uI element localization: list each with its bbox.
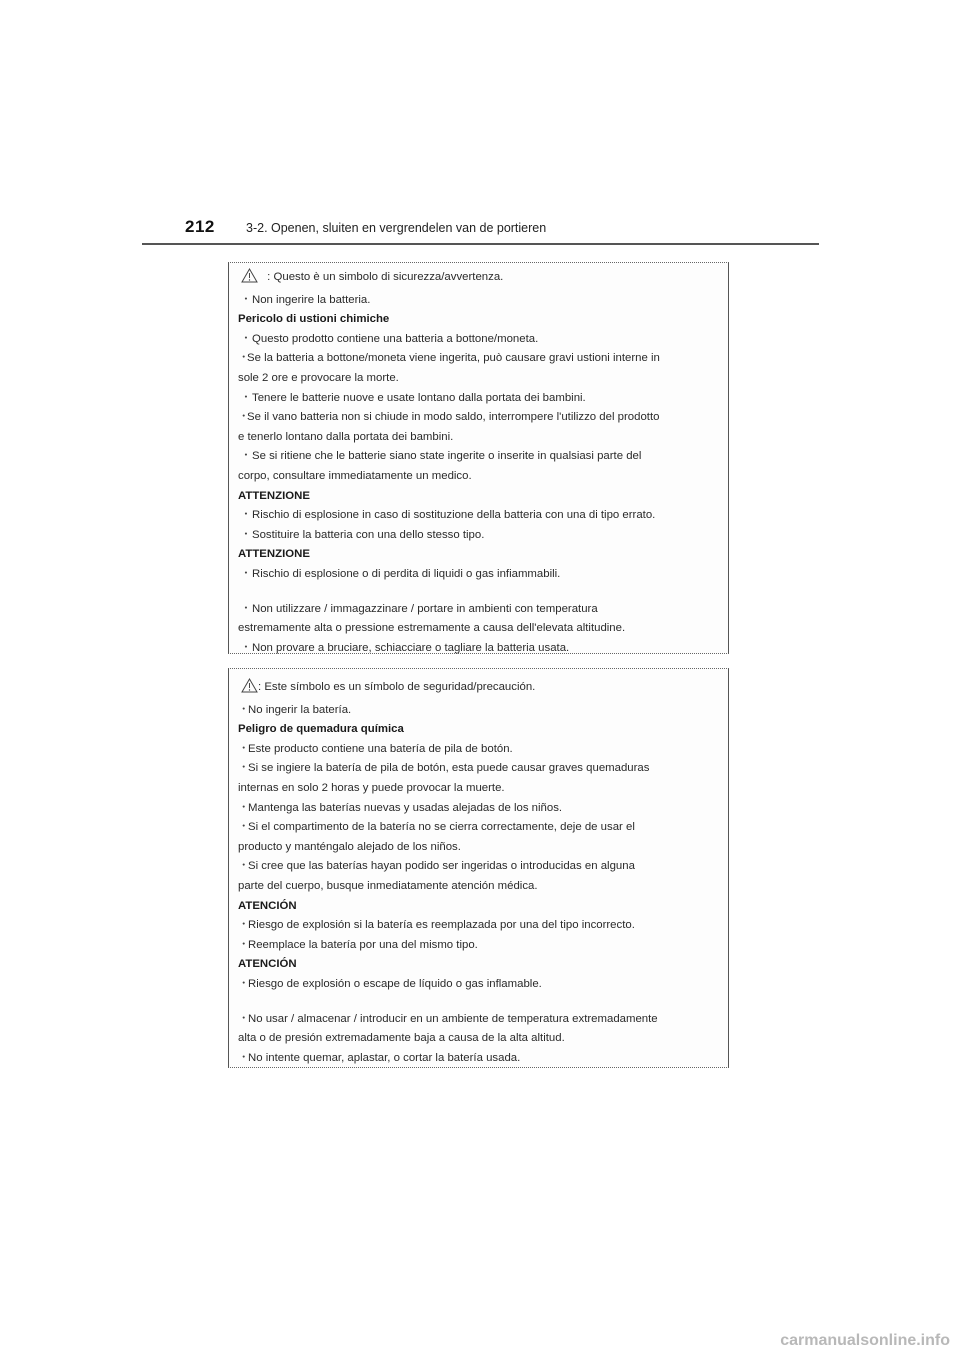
list-item bbox=[238, 408, 718, 428]
bullet: ・ bbox=[240, 450, 252, 463]
list-item-text: Rischio di esplosione o di perdita di liquidi o gas infiammabili. bbox=[252, 567, 561, 580]
bullet: ・ bbox=[238, 860, 250, 873]
bullet: ・ bbox=[238, 1051, 250, 1064]
italian-warning-box bbox=[228, 262, 729, 654]
list-item-text: Mantenga las baterías nuevas y usadas alejadas de los niños. bbox=[248, 801, 563, 814]
list-item bbox=[238, 349, 718, 369]
bullet: ・ bbox=[238, 742, 250, 755]
bullet: ・ bbox=[240, 391, 252, 404]
list-item-continuation: parte del cuerpo, busque inmediatamente atención médica. bbox=[238, 879, 538, 892]
warning-triangle-icon bbox=[241, 678, 258, 701]
list-item-text: Non ingerire la batteria. bbox=[252, 293, 371, 306]
symbol-line bbox=[238, 678, 718, 701]
list-item-continuation: estremamente alta o pressione estremamente a causa dell'elevata altitudine. bbox=[238, 622, 626, 635]
list-item-text: Reemplace la batería por una del mismo tipo. bbox=[248, 938, 478, 951]
watermark: carmanualsonline.info bbox=[780, 1332, 950, 1349]
section-heading: ATENCIÓN bbox=[238, 899, 297, 912]
list-item bbox=[238, 526, 718, 546]
bullet: ・ bbox=[238, 938, 250, 951]
bullet: ・ bbox=[240, 567, 252, 580]
list-item bbox=[238, 799, 718, 819]
bullet: ・ bbox=[238, 762, 250, 775]
list-item bbox=[238, 1010, 718, 1030]
bullet: ・ bbox=[238, 919, 250, 932]
list-item bbox=[238, 936, 718, 956]
list-item-continuation: e tenerlo lontano dalla portata dei bambini. bbox=[238, 430, 454, 443]
list-item-continuation: producto y manténgalo alejado de los niños. bbox=[238, 840, 461, 853]
list-item-continuation: alta o de presión extremadamente baja a causa de la alta altitud. bbox=[238, 1032, 565, 1045]
bullet: ・ bbox=[240, 332, 252, 345]
bullet: ・ bbox=[238, 352, 250, 365]
list-item-text: Rischio di esplosione in caso di sostituzione della batteria con una di tipo errato. bbox=[252, 509, 656, 522]
list-item-text: No intente quemar, aplastar, o cortar la batería usada. bbox=[248, 1051, 521, 1064]
list-item-text: Tenere le batterie nuove e usate lontano dalla portata dei bambini. bbox=[252, 391, 586, 404]
bullet: ・ bbox=[238, 801, 250, 814]
bullet: ・ bbox=[240, 641, 252, 654]
list-item-text: Riesgo de explosión o escape de líquido o gas inflamable. bbox=[248, 977, 542, 990]
section-heading: Peligro de quemadura química bbox=[238, 723, 404, 736]
section-heading: Pericolo di ustioni chimiche bbox=[238, 313, 390, 326]
bullet: ・ bbox=[240, 528, 252, 541]
section-title: 3-2. Openen, sluiten en vergrendelen van de portieren bbox=[246, 221, 547, 235]
list-item bbox=[238, 857, 718, 877]
list-item-text: Se la batteria a bottone/moneta viene ingerita, può causare gravi ustioni interne in bbox=[247, 352, 660, 365]
bullet: ・ bbox=[238, 411, 250, 424]
list-item bbox=[238, 740, 718, 760]
list-item bbox=[238, 759, 718, 779]
bullet: ・ bbox=[238, 821, 250, 834]
bullet: ・ bbox=[238, 1012, 250, 1025]
list-item-text: No usar / almacenar / introducir en un ambiente de temperatura extremadamente bbox=[248, 1012, 658, 1025]
page-number: 212 bbox=[185, 217, 215, 236]
bullet: ・ bbox=[240, 602, 252, 615]
list-item-text: Riesgo de explosión si la batería es reemplazada por una del tipo incorrecto. bbox=[248, 919, 635, 932]
list-item bbox=[238, 639, 718, 659]
list-item-text: Si el compartimento de la batería no se cierra correctamente, deje de usar el bbox=[248, 821, 635, 834]
list-item-continuation: corpo, consultare immediatamente un medico. bbox=[238, 469, 472, 482]
list-item-text: Non provare a bruciare, schiacciare o tagliare la batteria usata. bbox=[252, 641, 570, 654]
bullet: ・ bbox=[238, 977, 250, 990]
list-item-continuation: sole 2 ore e provocare la morte. bbox=[238, 371, 399, 384]
list-item-text: Sostituire la batteria con una dello stesso tipo. bbox=[252, 528, 485, 541]
list-item bbox=[238, 818, 718, 838]
bullet: ・ bbox=[240, 509, 252, 522]
list-item bbox=[238, 330, 718, 350]
list-item bbox=[238, 701, 718, 721]
list-item-text: Se il vano batteria non si chiude in modo saldo, interrompere l'utilizzo del prodotto bbox=[247, 411, 660, 424]
spacer bbox=[238, 995, 718, 1010]
list-item bbox=[238, 600, 718, 620]
bullet: ・ bbox=[238, 703, 250, 716]
section-heading: ATTENZIONE bbox=[238, 489, 310, 502]
symbol-description: : Este símbolo es un símbolo de seguridad/precaución. bbox=[258, 681, 536, 693]
list-item-continuation: internas en solo 2 horas y puede provocar la muerte. bbox=[238, 781, 505, 794]
list-item-text: Este producto contiene una batería de pila de botón. bbox=[248, 742, 513, 755]
bullet: ・ bbox=[240, 293, 252, 306]
section-heading: ATTENZIONE bbox=[238, 548, 310, 561]
spanish-warning-box bbox=[228, 668, 729, 1068]
list-item bbox=[238, 916, 718, 936]
list-item bbox=[238, 389, 718, 409]
list-item-text: Si cree que las baterías hayan podido ser ingeridas o introducidas en alguna bbox=[248, 860, 635, 873]
list-item bbox=[238, 291, 718, 311]
section-heading: ATENCIÓN bbox=[238, 958, 297, 971]
list-item bbox=[238, 1049, 718, 1069]
warning-triangle-icon bbox=[241, 268, 258, 291]
list-item-text: No ingerir la batería. bbox=[248, 703, 352, 716]
list-item-text: Non utilizzare / immagazzinare / portare in ambienti con temperatura bbox=[252, 602, 598, 615]
symbol-description: : Questo è un simbolo di sicurezza/avvertenza. bbox=[264, 271, 504, 283]
list-item bbox=[238, 447, 718, 467]
list-item bbox=[238, 975, 718, 995]
list-item-text: Se si ritiene che le batterie siano state ingerite o inserite in qualsiasi parte del bbox=[252, 450, 642, 463]
list-item-text: Questo prodotto contiene una batteria a bottone/moneta. bbox=[252, 332, 539, 345]
symbol-line bbox=[238, 268, 718, 291]
header-divider bbox=[142, 243, 819, 245]
list-item bbox=[238, 565, 718, 585]
spacer bbox=[238, 585, 718, 600]
list-item bbox=[238, 506, 718, 526]
page-header bbox=[0, 0, 960, 250]
list-item-text: Si se ingiere la batería de pila de botón, esta puede causar graves quemaduras bbox=[248, 762, 650, 775]
